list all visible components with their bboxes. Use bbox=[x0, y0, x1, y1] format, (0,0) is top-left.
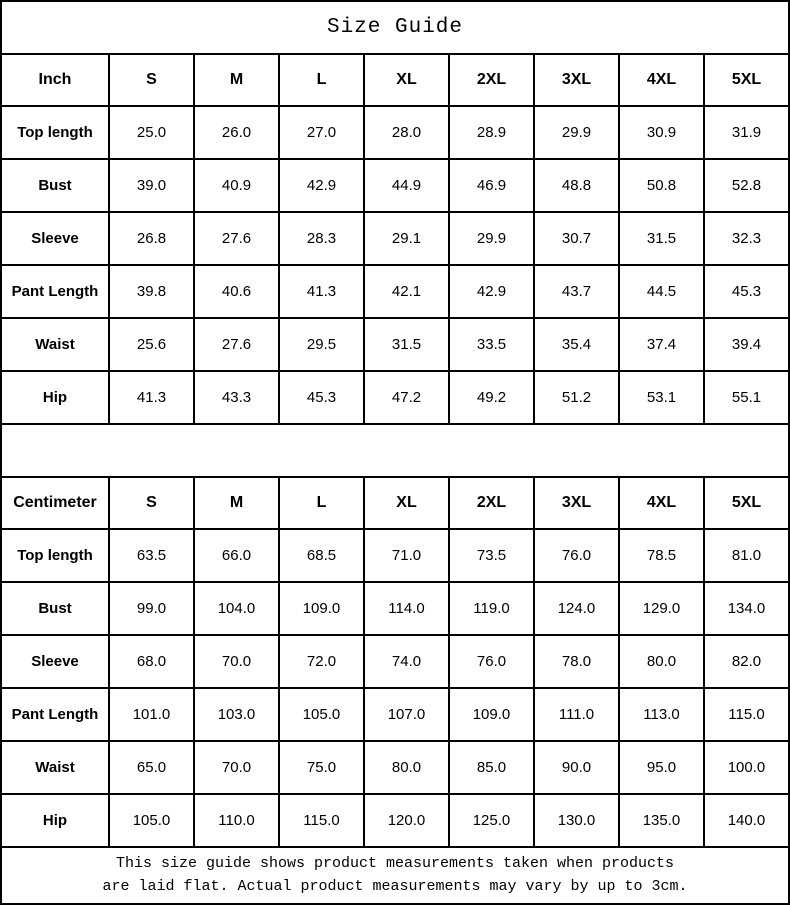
measurement-value: 115.0 bbox=[279, 794, 364, 847]
measurement-value: 33.5 bbox=[449, 318, 534, 371]
measurement-value: 39.8 bbox=[109, 265, 194, 318]
measurement-value: 29.1 bbox=[364, 212, 449, 265]
measurement-value: 103.0 bbox=[194, 688, 279, 741]
measurement-value: 45.3 bbox=[279, 371, 364, 424]
measurement-value: 71.0 bbox=[364, 529, 449, 582]
measurement-value: 78.0 bbox=[534, 635, 619, 688]
measurement-label: Top length bbox=[1, 529, 109, 582]
size-guide-title: Size Guide bbox=[1, 1, 789, 54]
measurement-value: 25.6 bbox=[109, 318, 194, 371]
measurement-value: 42.9 bbox=[279, 159, 364, 212]
measurement-value: 30.7 bbox=[534, 212, 619, 265]
measurement-row bbox=[1, 159, 789, 212]
measurement-row bbox=[1, 794, 789, 847]
measurement-value: 80.0 bbox=[619, 635, 704, 688]
measurement-value: 51.2 bbox=[534, 371, 619, 424]
measurement-value: 48.8 bbox=[534, 159, 619, 212]
size-column-header: L bbox=[279, 54, 364, 106]
footer-row bbox=[1, 847, 789, 904]
measurement-value: 124.0 bbox=[534, 582, 619, 635]
measurement-row bbox=[1, 318, 789, 371]
size-column-header: M bbox=[194, 54, 279, 106]
measurement-label: Waist bbox=[1, 318, 109, 371]
measurement-value: 105.0 bbox=[109, 794, 194, 847]
measurement-value: 130.0 bbox=[534, 794, 619, 847]
measurement-value: 44.9 bbox=[364, 159, 449, 212]
measurement-value: 129.0 bbox=[619, 582, 704, 635]
measurement-value: 99.0 bbox=[109, 582, 194, 635]
measurement-label: Hip bbox=[1, 794, 109, 847]
measurement-value: 39.0 bbox=[109, 159, 194, 212]
size-header-row bbox=[1, 54, 789, 106]
measurement-value: 95.0 bbox=[619, 741, 704, 794]
measurement-value: 40.6 bbox=[194, 265, 279, 318]
measurement-value: 29.9 bbox=[449, 212, 534, 265]
measurement-value: 104.0 bbox=[194, 582, 279, 635]
measurement-value: 113.0 bbox=[619, 688, 704, 741]
measurement-label: Sleeve bbox=[1, 212, 109, 265]
measurement-value: 111.0 bbox=[534, 688, 619, 741]
measurement-value: 42.1 bbox=[364, 265, 449, 318]
measurement-value: 41.3 bbox=[109, 371, 194, 424]
unit-header-cell: Centimeter bbox=[1, 477, 109, 529]
measurement-label: Bust bbox=[1, 582, 109, 635]
measurement-value: 74.0 bbox=[364, 635, 449, 688]
measurement-label: Sleeve bbox=[1, 635, 109, 688]
measurement-row bbox=[1, 212, 789, 265]
title-section bbox=[1, 1, 789, 54]
measurement-row bbox=[1, 265, 789, 318]
measurement-value: 105.0 bbox=[279, 688, 364, 741]
measurement-value: 76.0 bbox=[534, 529, 619, 582]
footer-note-line-1: This size guide shows product measurements taken when products bbox=[115, 855, 675, 872]
measurement-value: 55.1 bbox=[704, 371, 789, 424]
measurement-value: 45.3 bbox=[704, 265, 789, 318]
measurement-value: 107.0 bbox=[364, 688, 449, 741]
measurement-value: 80.0 bbox=[364, 741, 449, 794]
measurement-value: 81.0 bbox=[704, 529, 789, 582]
measurement-row bbox=[1, 582, 789, 635]
size-column-header: XL bbox=[364, 477, 449, 529]
measurement-value: 78.5 bbox=[619, 529, 704, 582]
measurement-value: 40.9 bbox=[194, 159, 279, 212]
measurement-value: 29.9 bbox=[534, 106, 619, 159]
measurement-value: 82.0 bbox=[704, 635, 789, 688]
size-column-header: M bbox=[194, 477, 279, 529]
size-column-header: 2XL bbox=[449, 54, 534, 106]
measurement-value: 75.0 bbox=[279, 741, 364, 794]
gap-row bbox=[1, 424, 789, 477]
measurement-value: 110.0 bbox=[194, 794, 279, 847]
measurement-label: Pant Length bbox=[1, 688, 109, 741]
table-gap-section bbox=[1, 424, 789, 477]
measurement-value: 39.4 bbox=[704, 318, 789, 371]
centimeter-size-section bbox=[1, 477, 789, 847]
measurement-value: 85.0 bbox=[449, 741, 534, 794]
measurement-value: 73.5 bbox=[449, 529, 534, 582]
measurement-value: 70.0 bbox=[194, 635, 279, 688]
measurement-value: 76.0 bbox=[449, 635, 534, 688]
size-column-header: 4XL bbox=[619, 477, 704, 529]
footer-note-line-2: are laid flat. Actual product measurements may vary by up to 3cm. bbox=[102, 877, 688, 895]
measurement-value: 47.2 bbox=[364, 371, 449, 424]
measurement-value: 140.0 bbox=[704, 794, 789, 847]
size-column-header: S bbox=[109, 477, 194, 529]
measurement-value: 46.9 bbox=[449, 159, 534, 212]
title-row bbox=[1, 1, 789, 54]
measurement-value: 134.0 bbox=[704, 582, 789, 635]
measurement-value: 66.0 bbox=[194, 529, 279, 582]
size-column-header: S bbox=[109, 54, 194, 106]
measurement-value: 63.5 bbox=[109, 529, 194, 582]
measurement-value: 26.0 bbox=[194, 106, 279, 159]
measurement-value: 120.0 bbox=[364, 794, 449, 847]
measurement-row bbox=[1, 741, 789, 794]
measurement-value: 53.1 bbox=[619, 371, 704, 424]
measurement-value: 27.0 bbox=[279, 106, 364, 159]
size-column-header: 5XL bbox=[704, 477, 789, 529]
measurement-value: 42.9 bbox=[449, 265, 534, 318]
size-column-header: XL bbox=[364, 54, 449, 106]
measurement-value: 43.7 bbox=[534, 265, 619, 318]
gap-cell bbox=[1, 424, 789, 477]
size-column-header: 4XL bbox=[619, 54, 704, 106]
measurement-label: Hip bbox=[1, 371, 109, 424]
measurement-row bbox=[1, 688, 789, 741]
size-column-header: L bbox=[279, 477, 364, 529]
measurement-value: 65.0 bbox=[109, 741, 194, 794]
measurement-label: Bust bbox=[1, 159, 109, 212]
measurement-row bbox=[1, 106, 789, 159]
measurement-value: 30.9 bbox=[619, 106, 704, 159]
measurement-row bbox=[1, 635, 789, 688]
measurement-value: 109.0 bbox=[449, 688, 534, 741]
measurement-label: Waist bbox=[1, 741, 109, 794]
unit-header-cell: Inch bbox=[1, 54, 109, 106]
measurement-value: 26.8 bbox=[109, 212, 194, 265]
size-column-header: 5XL bbox=[704, 54, 789, 106]
measurement-label: Pant Length bbox=[1, 265, 109, 318]
measurement-value: 72.0 bbox=[279, 635, 364, 688]
measurement-value: 37.4 bbox=[619, 318, 704, 371]
measurement-value: 43.3 bbox=[194, 371, 279, 424]
measurement-value: 35.4 bbox=[534, 318, 619, 371]
measurement-value: 31.5 bbox=[364, 318, 449, 371]
size-column-header: 2XL bbox=[449, 477, 534, 529]
measurement-value: 114.0 bbox=[364, 582, 449, 635]
measurement-value: 31.5 bbox=[619, 212, 704, 265]
measurement-value: 49.2 bbox=[449, 371, 534, 424]
measurement-value: 27.6 bbox=[194, 318, 279, 371]
measurement-value: 70.0 bbox=[194, 741, 279, 794]
measurement-value: 50.8 bbox=[619, 159, 704, 212]
measurement-value: 52.8 bbox=[704, 159, 789, 212]
measurement-value: 119.0 bbox=[449, 582, 534, 635]
measurement-value: 28.0 bbox=[364, 106, 449, 159]
size-column-header: 3XL bbox=[534, 477, 619, 529]
measurement-value: 68.0 bbox=[109, 635, 194, 688]
footer-section bbox=[1, 847, 789, 904]
measurement-value: 27.6 bbox=[194, 212, 279, 265]
measurement-value: 28.9 bbox=[449, 106, 534, 159]
measurement-value: 32.3 bbox=[704, 212, 789, 265]
measurement-value: 28.3 bbox=[279, 212, 364, 265]
measurement-value: 90.0 bbox=[534, 741, 619, 794]
measurement-value: 31.9 bbox=[704, 106, 789, 159]
footer-note-cell bbox=[1, 847, 789, 904]
measurement-label: Top length bbox=[1, 106, 109, 159]
inch-size-section bbox=[1, 54, 789, 424]
measurement-value: 29.5 bbox=[279, 318, 364, 371]
size-column-header: 3XL bbox=[534, 54, 619, 106]
measurement-value: 101.0 bbox=[109, 688, 194, 741]
measurement-value: 25.0 bbox=[109, 106, 194, 159]
measurement-value: 100.0 bbox=[704, 741, 789, 794]
measurement-row bbox=[1, 529, 789, 582]
measurement-value: 115.0 bbox=[704, 688, 789, 741]
size-header-row bbox=[1, 477, 789, 529]
measurement-row bbox=[1, 371, 789, 424]
measurement-value: 68.5 bbox=[279, 529, 364, 582]
measurement-value: 44.5 bbox=[619, 265, 704, 318]
measurement-value: 109.0 bbox=[279, 582, 364, 635]
measurement-value: 135.0 bbox=[619, 794, 704, 847]
measurement-value: 41.3 bbox=[279, 265, 364, 318]
measurement-value: 125.0 bbox=[449, 794, 534, 847]
